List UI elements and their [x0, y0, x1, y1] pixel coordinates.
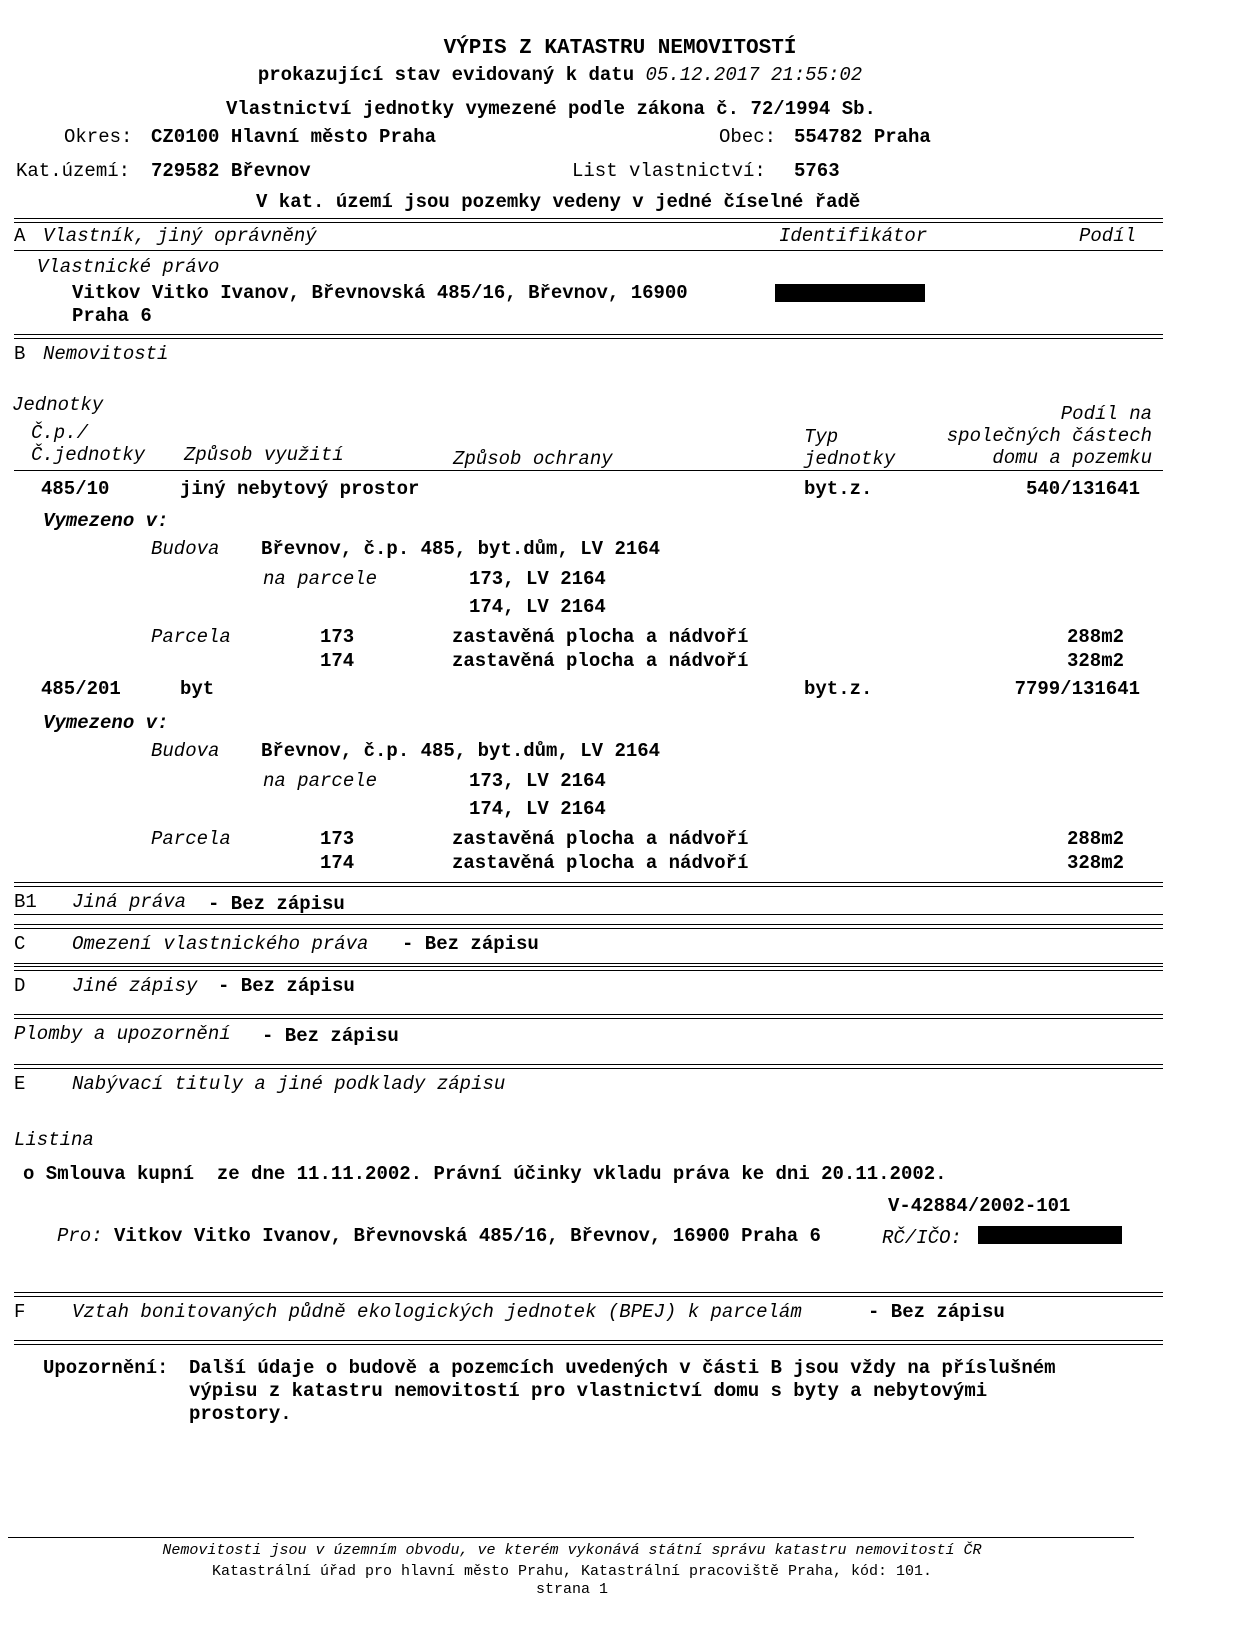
parcela-label: Parcela	[151, 828, 231, 850]
parcela-label: Parcela	[151, 626, 231, 648]
unit-use: byt	[180, 678, 215, 700]
document-title: VÝPIS Z KATASTRU NEMOVITOSTÍ	[443, 37, 797, 60]
section-a-letter: A	[14, 225, 26, 247]
parcel-desc: zastavěná plocha a nádvoří	[452, 852, 749, 874]
na-parcele-2: 174, LV 2164	[469, 798, 606, 820]
divider	[14, 924, 1163, 929]
section-c-value: - Bez zápisu	[402, 933, 539, 955]
na-parcele-1: 173, LV 2164	[469, 568, 606, 590]
redaction-bar	[978, 1226, 1122, 1244]
col-cp-1: Č.p./	[31, 422, 89, 444]
subtitle-prefix: prokazující stav evidovaný k datu	[257, 64, 635, 86]
listina-entry: o Smlouva kupní ze dne 11.11.2002. Právní účinky vkladu práva ke dni 20.11.2002.	[23, 1163, 947, 1185]
na-parcele-label: na parcele	[263, 770, 378, 792]
divider	[14, 882, 1163, 887]
obec-value: 554782 Praha	[794, 126, 931, 148]
divider	[14, 334, 1163, 339]
section-d-value: - Bez zápisu	[218, 975, 355, 997]
section-c-title: Omezení vlastnického práva	[72, 933, 369, 955]
series-note: V kat. území jsou pozemky vedeny v jedné číselné řadě	[256, 191, 861, 213]
vymezeno-label: Vymezeno v:	[43, 510, 169, 532]
section-e-title: Nabývací tituly a jiné podklady zápisu	[72, 1073, 506, 1095]
law-line: Vlastnictví jednotky vymezené podle zákona č. 72/1994 Sb.	[226, 98, 876, 120]
parcel-desc: zastavěná plocha a nádvoří	[452, 626, 749, 648]
parcel-area: 328m2	[1066, 650, 1124, 672]
section-b1-letter: B1	[14, 891, 37, 913]
section-d-title: Jiné zápisy	[72, 975, 198, 997]
unit-share: 7799/131641	[1014, 678, 1140, 700]
footer-line-1: Nemovitosti jsou v územním obvodu, ve kterém vykonává státní správu katastru nemovitostí ČR	[162, 1542, 982, 1559]
divider	[14, 1064, 1163, 1069]
parcel-no: 174	[320, 650, 355, 672]
owner-line-1: Vitkov Vitko Ivanov, Břevnovská 485/16, Břevnov, 16900	[72, 282, 688, 304]
section-f-value: - Bez zápisu	[868, 1301, 1005, 1323]
budova-label: Budova	[151, 740, 220, 762]
section-f-title: Vztah bonitovaných půdně ekologických jednotek (BPEJ) k parcelám	[72, 1301, 802, 1323]
subtitle-date: 05.12.2017 21:55:02	[645, 64, 863, 86]
vymezeno-label: Vymezeno v:	[43, 712, 169, 734]
subtitle	[0, 66, 1120, 85]
divider	[14, 1292, 1163, 1297]
divider	[14, 250, 1163, 251]
notice-line-2: výpisu z katastru nemovitostí pro vlastnictví domu s byty a nebytovými	[189, 1380, 988, 1402]
section-c-letter: C	[14, 933, 26, 955]
parcel-area: 328m2	[1066, 852, 1124, 874]
section-b1-title: Jiná práva	[72, 891, 187, 913]
section-f-letter: F	[14, 1301, 26, 1323]
plomby-value: - Bez zápisu	[262, 1025, 399, 1047]
divider	[14, 966, 1163, 971]
na-parcele-2: 174, LV 2164	[469, 596, 606, 618]
divider	[14, 914, 1163, 915]
budova-value: Břevnov, č.p. 485, byt.dům, LV 2164	[261, 740, 661, 762]
units-label: Jednotky	[12, 394, 104, 416]
unit-number: 485/201	[41, 678, 121, 700]
col-type-2: jednotky	[804, 448, 896, 470]
parcel-area: 288m2	[1066, 626, 1124, 648]
right-type: Vlastnické právo	[37, 256, 220, 278]
notice-label: Upozornění:	[43, 1357, 169, 1379]
section-e-letter: E	[14, 1073, 26, 1095]
okres-label: Okres:	[64, 126, 133, 148]
col-share-1: Podíl na	[1060, 403, 1152, 425]
footer-divider	[8, 1537, 1134, 1538]
plomby-title: Plomby a upozornění	[14, 1023, 231, 1045]
col-share-3: domu a pozemku	[992, 447, 1152, 469]
divider	[14, 218, 1163, 223]
budova-label: Budova	[151, 538, 220, 560]
pro-value: Vitkov Vitko Ivanov, Břevnovská 485/16, Břevnov, 16900 Praha 6	[114, 1225, 821, 1247]
unit-use: jiný nebytový prostor	[180, 478, 420, 500]
page-number: strana 1	[535, 1581, 608, 1598]
col-share-2: společných částech	[946, 425, 1152, 447]
pro-label: Pro:	[57, 1225, 103, 1247]
parcel-area: 288m2	[1066, 828, 1124, 850]
unit-number: 485/10	[41, 478, 110, 500]
budova-value: Břevnov, č.p. 485, byt.dům, LV 2164	[261, 538, 661, 560]
parcel-desc: zastavěná plocha a nádvoří	[452, 828, 749, 850]
col-type-1: Typ	[804, 426, 839, 448]
col-podil: Podíl	[1079, 225, 1137, 247]
parcel-no: 173	[320, 626, 355, 648]
notice-line-1: Další údaje o budově a pozemcích uvedených v části B jsou vždy na příslušném	[189, 1357, 1056, 1379]
okres-value: CZ0100 Hlavní město Praha	[151, 126, 437, 148]
col-use: Způsob využití	[184, 444, 344, 466]
lv-value: 5763	[794, 160, 840, 182]
section-d-letter: D	[14, 975, 26, 997]
section-a-title: Vlastník, jiný oprávněný	[43, 225, 317, 247]
katuzemi-label: Kat.území:	[16, 160, 131, 182]
notice-line-3: prostory.	[189, 1403, 292, 1425]
parcel-desc: zastavěná plocha a nádvoří	[452, 650, 749, 672]
listina-label: Listina	[14, 1129, 94, 1151]
col-identifikator: Identifikátor	[779, 225, 928, 247]
rc-label: RČ/IČO:	[882, 1227, 962, 1249]
col-cp-2: Č.jednotky	[31, 444, 146, 466]
col-protect: Způsob ochrany	[453, 448, 613, 470]
obec-label: Obec:	[719, 126, 777, 148]
na-parcele-label: na parcele	[263, 568, 378, 590]
section-b1-value: - Bez zápisu	[208, 893, 345, 915]
lv-label: List vlastnictví:	[572, 160, 766, 182]
divider	[14, 1014, 1163, 1019]
divider	[14, 470, 1163, 471]
unit-share: 540/131641	[1025, 478, 1140, 500]
owner-line-2: Praha 6	[72, 305, 152, 327]
unit-type: byt.z.	[804, 478, 873, 500]
redaction-bar	[775, 284, 925, 302]
section-b-letter: B	[14, 343, 26, 365]
parcel-no: 174	[320, 852, 355, 874]
footer-line-2: Katastrální úřad pro hlavní město Prahu, Katastrální pracoviště Praha, kód: 101.	[211, 1563, 933, 1580]
divider	[14, 963, 1163, 964]
parcel-no: 173	[320, 828, 355, 850]
na-parcele-1: 173, LV 2164	[469, 770, 606, 792]
unit-type: byt.z.	[804, 678, 873, 700]
section-b-title: Nemovitosti	[43, 343, 169, 365]
divider	[14, 1340, 1163, 1345]
katuzemi-value: 729582 Břevnov	[151, 160, 311, 182]
listina-ref: V-42884/2002-101	[888, 1195, 1071, 1217]
